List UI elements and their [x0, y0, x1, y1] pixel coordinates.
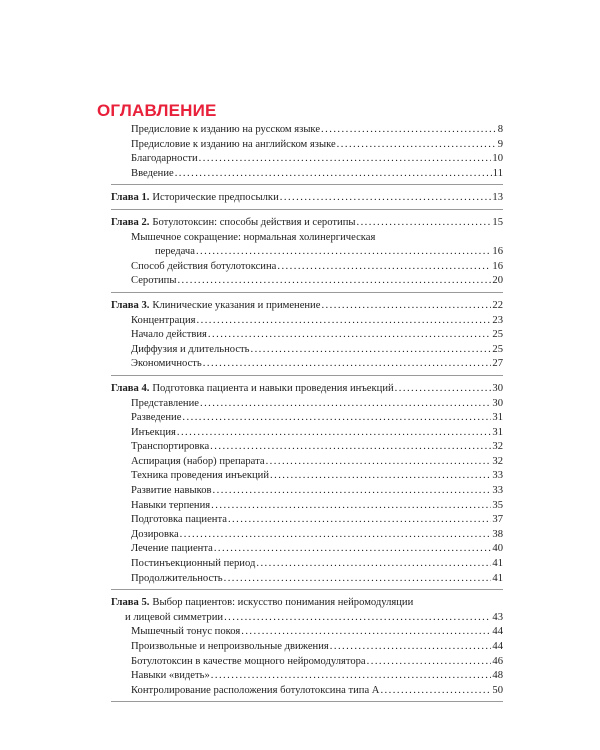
toc-entry[interactable] — [111, 152, 503, 167]
dot-leader — [270, 469, 491, 484]
dot-leader — [277, 260, 491, 275]
entry-title: Представление — [131, 397, 199, 409]
toc-entry[interactable] — [111, 260, 503, 275]
toc-entry[interactable] — [111, 426, 503, 441]
entry-title: Дозировка — [131, 528, 179, 540]
dot-leader — [177, 426, 492, 441]
dot-leader — [208, 328, 491, 343]
chapter-label: Глава 5. — [111, 597, 150, 609]
entry-title: Благодарности — [131, 153, 198, 165]
chapter-title: Клинические указания и применение — [152, 299, 321, 311]
toc-entry[interactable] — [111, 484, 503, 499]
dot-leader — [367, 655, 492, 670]
dot-leader — [256, 557, 491, 572]
toc-entry[interactable] — [111, 469, 503, 484]
entry-title: Экономичность — [131, 358, 202, 370]
dot-leader — [211, 499, 491, 514]
entry-title: Аспирация (набор) препарата — [131, 455, 265, 467]
dot-leader — [280, 191, 492, 206]
entry-title: Инъекция — [131, 426, 176, 438]
chapter-entry[interactable] — [111, 216, 503, 231]
entry-page: 38 — [492, 528, 503, 540]
chapter-title-cont: и лицевой симметрии — [125, 611, 224, 623]
entry-title: Лечение пациента — [131, 543, 213, 555]
entry-title: Способ действия ботулотоксина — [131, 260, 277, 272]
toc-entry[interactable] — [111, 655, 503, 670]
entry-page: 23 — [492, 314, 503, 326]
entry-page: 32 — [492, 455, 503, 467]
dot-leader — [241, 625, 491, 640]
toc-chapter-1 — [111, 191, 503, 210]
entry-page: 25 — [492, 343, 503, 355]
toc-front-matter — [111, 123, 503, 185]
toc-entry[interactable] — [111, 542, 503, 557]
entry-page: 33 — [492, 485, 503, 497]
entry-title: Транспортировка — [131, 441, 210, 453]
toc-entry[interactable] — [111, 343, 503, 358]
table-of-contents — [111, 123, 503, 708]
entry-title: Техника проведения инъекций — [131, 470, 269, 482]
chapter-label: Глава 3. — [111, 299, 150, 311]
toc-entry[interactable] — [111, 328, 503, 343]
toc-chapter-4 — [111, 382, 503, 590]
entry-page: 44 — [492, 641, 503, 652]
entry-title: Предисловие к изданию на русском языке — [131, 124, 321, 135]
entry-title: Навыки «видеть» — [131, 670, 210, 682]
chapter-label: Глава 2. — [111, 216, 150, 228]
entry-page: 16 — [492, 260, 503, 272]
dot-leader — [250, 343, 491, 358]
toc-entry[interactable] — [111, 411, 503, 426]
entry-title: Мышечный тонус покоя — [131, 626, 241, 638]
toc-entry[interactable] — [111, 245, 503, 260]
entry-title: Навыки терпения — [131, 499, 211, 511]
dot-leader — [200, 397, 491, 412]
chapter-title-line[interactable] — [111, 596, 503, 611]
toc-entry[interactable] — [111, 640, 503, 655]
toc-entry[interactable] — [111, 499, 503, 514]
entry-title: передача — [155, 246, 195, 258]
toc-entry[interactable] — [111, 314, 503, 329]
entry-title: Серотипы — [131, 275, 177, 287]
dot-leader — [224, 572, 492, 587]
toc-entry[interactable] — [111, 455, 503, 470]
toc-entry[interactable] — [111, 440, 503, 455]
entry-title: Разведение — [131, 412, 182, 424]
dot-leader — [395, 382, 492, 397]
entry-title: Произвольные и непроизвольные движения — [131, 641, 329, 652]
entry-page: 35 — [492, 499, 503, 511]
toc-entry[interactable] — [111, 528, 503, 543]
dot-leader — [196, 245, 491, 260]
entry-page: 31 — [492, 412, 503, 424]
toc-entry[interactable] — [111, 557, 503, 572]
entry-page: 31 — [492, 426, 503, 438]
toc-entry[interactable] — [111, 684, 503, 699]
entry-page: 41 — [492, 572, 503, 584]
toc-chapter-3 — [111, 299, 503, 376]
entry-title-line: Мышечное сокращение: нормальная холинергическая — [131, 231, 376, 243]
entry-title: Развитие навыков — [131, 485, 212, 497]
toc-entry[interactable] — [111, 167, 503, 182]
dot-leader — [224, 611, 491, 626]
entry-page: 25 — [492, 329, 503, 341]
entry-page: 48 — [492, 670, 503, 682]
entry-page: 40 — [492, 543, 503, 555]
dot-leader — [356, 216, 491, 231]
entry-page: 43 — [492, 611, 503, 623]
dot-leader — [210, 440, 491, 455]
entry-page: 30 — [492, 397, 503, 409]
chapter-title: Ботулотоксин: способы действия и серотипы — [152, 216, 356, 228]
toc-entry[interactable] — [111, 123, 503, 138]
chapter-entry[interactable] — [111, 382, 503, 397]
entry-page: 30 — [492, 382, 503, 394]
entry-page: 8 — [497, 124, 503, 135]
toc-entry[interactable] — [111, 513, 503, 528]
toc-entry[interactable] — [111, 625, 503, 640]
entry-title: Предисловие к изданию на английском языке — [131, 138, 336, 150]
page-title: ОГЛАВЛЕНИЕ — [97, 101, 217, 120]
chapter-entry[interactable] — [111, 191, 503, 206]
entry-page: 33 — [492, 470, 503, 482]
toc-entry[interactable] — [111, 274, 503, 289]
entry-page: 16 — [492, 246, 503, 258]
toc-entry[interactable] — [111, 138, 503, 153]
chapter-title: Подготовка пациента и навыки проведения инъекций — [152, 382, 394, 394]
dot-leader — [197, 314, 492, 329]
chapter-entry[interactable] — [111, 299, 503, 314]
entry-page: 27 — [492, 358, 503, 370]
dot-leader — [211, 669, 492, 684]
dot-leader — [321, 123, 497, 138]
dot-leader — [213, 484, 492, 499]
chapter-title: Выбор пациентов: искусство понимания нейромодуляции — [152, 597, 414, 609]
entry-title: Подготовка пациента — [131, 514, 227, 526]
dot-leader — [203, 357, 492, 372]
entry-title: Контролирование расположения ботулотоксина типа А — [131, 684, 380, 696]
entry-page: 37 — [492, 514, 503, 526]
entry-title: Введение — [131, 167, 174, 179]
dot-leader — [337, 138, 497, 153]
entry-title: Продолжительность — [131, 572, 223, 584]
toc-entry[interactable] — [111, 669, 503, 684]
toc-entry[interactable] — [111, 572, 503, 587]
entry-page: 22 — [492, 299, 503, 311]
entry-page: 9 — [497, 138, 503, 150]
dot-leader — [214, 542, 492, 557]
entry-page: 20 — [492, 275, 503, 287]
dot-leader — [228, 513, 491, 528]
dot-leader — [180, 528, 492, 543]
toc-entry[interactable] — [111, 397, 503, 412]
dot-leader — [330, 640, 492, 655]
chapter-label: Глава 4. — [111, 382, 150, 394]
chapter-entry[interactable] — [111, 611, 503, 626]
dot-leader — [182, 411, 491, 426]
entry-page: 11 — [492, 167, 503, 179]
entry-page: 13 — [492, 192, 503, 204]
dot-leader — [199, 152, 492, 167]
toc-entry[interactable] — [111, 357, 503, 372]
entry-page: 10 — [492, 153, 503, 165]
dot-leader — [177, 274, 491, 289]
entry-page: 41 — [492, 558, 503, 570]
entry-page: 46 — [492, 655, 503, 667]
toc-chapter-2 — [111, 216, 503, 293]
chapter-title: Исторические предпосылки — [152, 192, 279, 204]
dot-leader — [175, 167, 492, 182]
entry-title: Постинъекционный период — [131, 558, 256, 570]
entry-title: Ботулотоксин в качестве мощного нейромодулятора — [131, 655, 366, 667]
entry-title: Концентрация — [131, 314, 196, 326]
chapter-label: Глава 1. — [111, 192, 150, 204]
entry-page: 15 — [492, 216, 503, 228]
dot-leader — [266, 455, 492, 470]
entry-page: 32 — [492, 441, 503, 453]
entry-page: 44 — [492, 626, 503, 638]
entry-title: Диффузия и длительность — [131, 343, 250, 355]
toc-chapter-5 — [111, 596, 503, 702]
dot-leader — [321, 299, 491, 314]
entry-page: 50 — [492, 684, 503, 696]
dot-leader — [380, 684, 491, 699]
entry-title: Начало действия — [131, 329, 207, 341]
